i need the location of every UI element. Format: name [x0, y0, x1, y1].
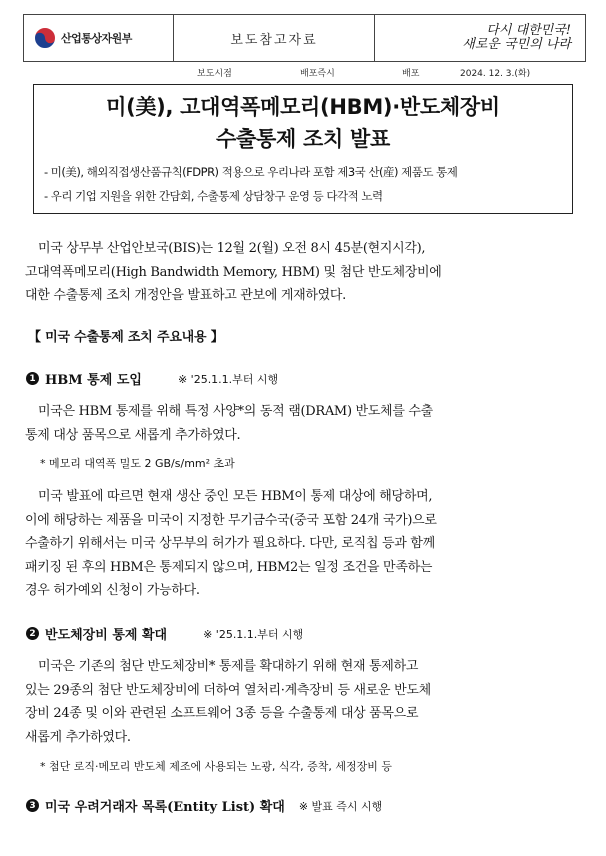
item-3-title: 미국 우려거래자 목록(Entity List) 확대 [45, 800, 285, 815]
distribution-label: 배포즉시 [300, 69, 335, 79]
release-time-label: 보도시점 [197, 69, 232, 79]
item-3-heading [26, 796, 382, 815]
doc-type-label: 보도참고자료 [174, 15, 375, 61]
number-bullet-3: 3 [26, 799, 39, 812]
intro-line: 고대역폭메모리(High Bandwidth Memory, HBM) 및 첨단 반도체장비에 [25, 264, 442, 280]
section-title: 【 미국 수출통제 조치 주요내용 】 [28, 330, 224, 345]
title-box [33, 84, 573, 214]
page-title-line-1: 미(美), 고대역폭메모리(HBM)·반도체장비 [106, 95, 500, 119]
header-bar [23, 14, 586, 62]
item-2-title: 반도체장비 통제 확대 [45, 628, 168, 643]
paragraph-line: 미국은 기존의 첨단 반도체장비* 통제를 확대하기 위해 현재 통제하고 [38, 659, 419, 674]
slogan-line-2: 새로운 국민의 나라 [462, 37, 571, 52]
ministry-name: 산업통상자원부 [61, 32, 132, 45]
paragraph-line: 통제 대상 품목으로 새롭게 추가하였다. [25, 427, 241, 443]
paragraph-line: 이에 해당하는 제품을 미국이 지정한 무기금수국(중국 포함 24개 국가)으로 [25, 512, 437, 528]
subtitle-line-2: - 우리 기업 지원을 위한 간담회, 수출통제 상담창구 운영 등 다각적 노력 [44, 189, 383, 203]
item-1-paragraph-1 [25, 400, 580, 447]
slogan-line-1: 다시 대한민국! [486, 23, 571, 38]
slogan [375, 15, 585, 61]
item-1-heading [26, 369, 278, 388]
ministry-logo-cell [24, 15, 174, 61]
government-emblem-icon [34, 27, 56, 49]
intro-line: 대한 수출통제 조치 개정안을 발표하고 관보에 게재하였다. [25, 288, 347, 303]
item-1-effective-note: ※ '25.1.1.부터 시행 [177, 372, 279, 386]
item-2-heading [26, 624, 303, 643]
date-label: 배포 [402, 69, 420, 79]
release-meta [0, 66, 606, 80]
paragraph-line: 경우 허가예외 신청이 가능하다. [25, 583, 200, 598]
paragraph-line: 있는 29종의 첨단 반도체장비에 더하여 열처리·계측장비 등 새로운 반도체 [25, 682, 431, 698]
number-bullet-1: 1 [26, 372, 39, 385]
item-2-footnote: * 첨단 로직·메모리 반도체 제조에 사용되는 노광, 식각, 증착, 세정장비 등 [40, 760, 392, 773]
date-value: 2024. 12. 3.(화) [460, 69, 531, 79]
intro-paragraph [25, 237, 580, 308]
page-title-line-2: 수출통제 조치 발표 [216, 127, 390, 151]
subtitle-line-1: - 미(美), 해외직접생산품규칙(FDPR) 적용으로 우리나라 포함 제3국 산(産) 제품도 통제 [44, 165, 458, 179]
paragraph-line: 미국 발표에 따르면 현재 생산 중인 모든 HBM이 통제 대상에 해당하며, [38, 489, 433, 504]
item-1-title: HBM 통제 도입 [45, 373, 142, 388]
paragraph-line: 패키징 된 후의 HBM은 통제되지 않으며, HBM2는 일정 조건을 만족하는 [25, 559, 433, 575]
paragraph-line: 미국은 HBM 통제를 위해 특정 사양*의 동적 램(DRAM) 반도체를 수출 [38, 404, 433, 419]
item-2-paragraph-1 [25, 655, 580, 749]
intro-line: 미국 상무부 산업안보국(BIS)는 12월 2(월) 오전 8시 45분(현지시각), [38, 241, 426, 256]
item-1-paragraph-2 [25, 485, 580, 603]
item-1-footnote: * 메모리 대역폭 밀도 2 GB/s/mm² 초과 [40, 457, 235, 470]
paragraph-line: 장비 24종 및 이와 관련된 소프트웨어 3종 등을 수출통제 대상 품목으로 [25, 706, 419, 721]
number-bullet-2: 2 [26, 627, 39, 640]
item-2-effective-note: ※ '25.1.1.부터 시행 [203, 627, 304, 641]
item-3-effective-note: ※ 발표 즉시 시행 [298, 799, 383, 813]
paragraph-line: 새롭게 추가하였다. [25, 729, 131, 745]
paragraph-line: 수출하기 위해서는 미국 상무부의 허가가 필요하다. 다만, 로직칩 등과 함께 [25, 536, 435, 551]
